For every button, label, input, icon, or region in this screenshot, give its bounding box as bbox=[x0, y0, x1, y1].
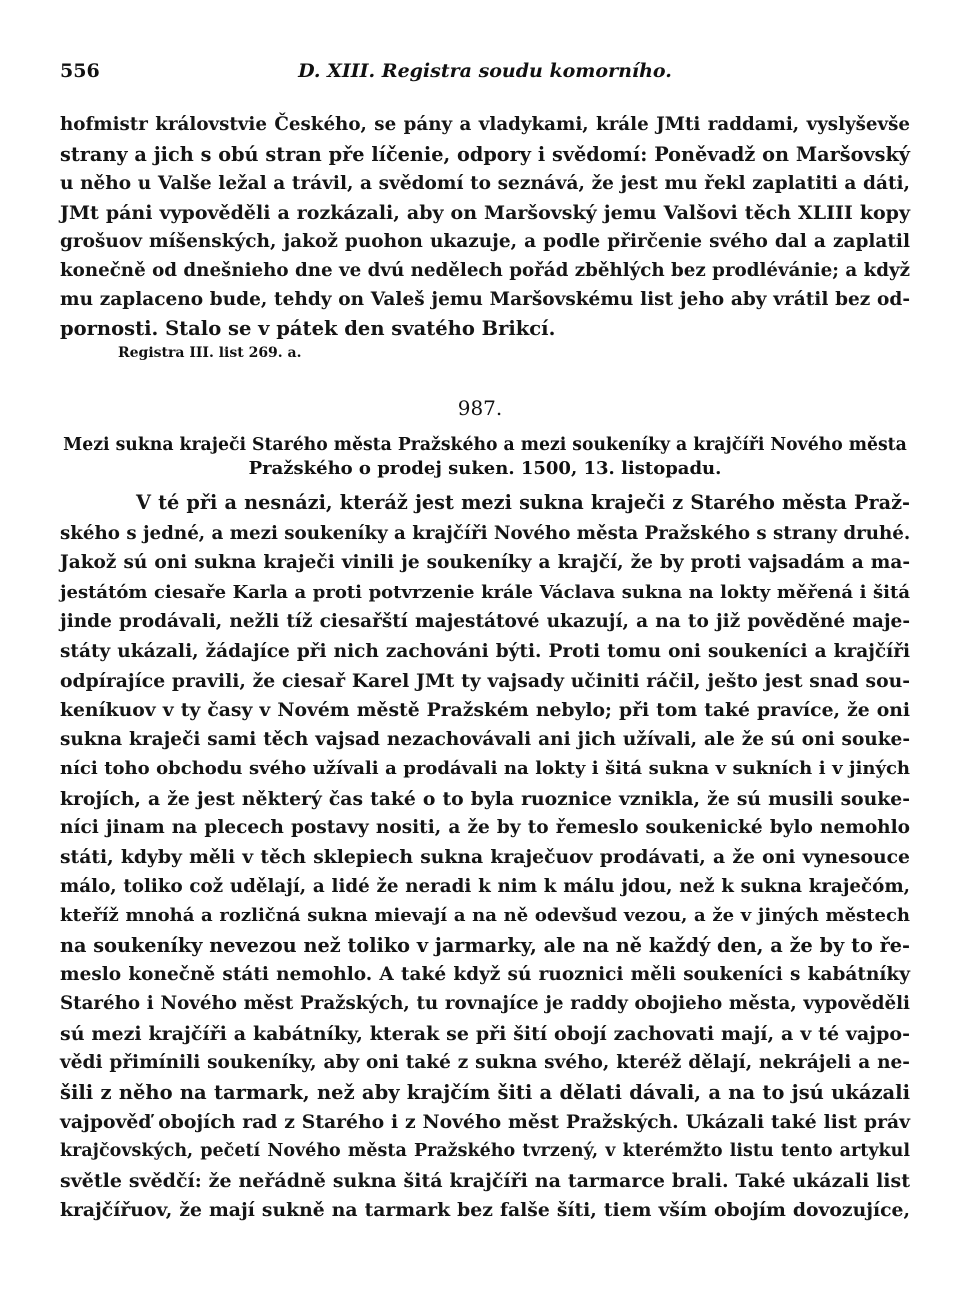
text-line: sú mezi krajčíři a kabátníky, kterak se při šití obojí zachovati mají, a v té vajpo- bbox=[60, 1023, 910, 1045]
source-note: Registra III. list 269. a. bbox=[118, 345, 302, 361]
document-number: 987. bbox=[457, 396, 503, 420]
text-line: kteříž mnohá a rozličná sukna mievají a na ně odevšud vezou, a že v jiných městech bbox=[60, 905, 910, 926]
text-line: málo, toliko což udělají, a lidé že neradi k nim k málu jdou, než k sukna kraječóm, bbox=[60, 876, 910, 897]
text-line: na soukeníky nevezou než toliko v jarmarky, ale na ně každý den, a že by to ře- bbox=[60, 934, 910, 957]
text-line: státy ukázali, žádajíce při nich zachováni býti. Proti tomu oni soukeníci a krajčíři bbox=[60, 641, 910, 662]
text-line: JMt páni vypověděli a rozkázali, aby on Maršovský jemu Valšovi těch XLIII kopy bbox=[60, 202, 910, 224]
text-line: níci jinam na plecech postavy nositi, a že by to řemeslo soukenické bylo nemohlo bbox=[60, 817, 910, 838]
heading-line: Mezi sukna kraječi Starého města Pražského a mezi soukeníky a krajčíři Nového města bbox=[63, 435, 907, 455]
text-line: u něho u Valše ležal a trávil, a svědomí to seznává, že jest mu řekl zaplatiti a dáti, bbox=[60, 173, 910, 194]
text-line: světle svědčí: že neřádně sukna šitá krajčíři na tarmarce brali. Také ukázali list bbox=[60, 1170, 910, 1192]
text-line: pornosti. Stalo se v pátek den svatého Brikcí. bbox=[60, 317, 556, 340]
text-line: sukna kraječi sami těch vajsad nezachovávali ani jich užívali, ale že sú oni souke- bbox=[60, 729, 910, 750]
text-line: krojích, a že jest některý čas také o to byla ruoznice vznikla, že sú musili souke- bbox=[60, 788, 910, 810]
text-line: Starého i Nového měst Pražských, tu rovnajíce je raddy obojieho města, vypověděli bbox=[60, 993, 910, 1014]
text-line: vajpověď obojích rad z Starého i z Nového měst Pražských. Ukázali také list práv bbox=[60, 1111, 910, 1133]
text-line: konečně od dnešnieho dne ve dvú nedělech pořád zběhlých bez prodlévánie; a když bbox=[60, 260, 910, 281]
text-line: keníkuov v ty časy v Novém městě Pražském nebylo; při tom také pravíce, že oni bbox=[60, 699, 910, 721]
text-line: grošuov míšenských, jakož puohon ukazuje, a podle přirčenie svého dal a zaplatil bbox=[60, 231, 910, 252]
text-line: krajčovských, pečetí Nového města Pražského tvrzený, v kterémžto listu tento artykul bbox=[60, 1141, 910, 1161]
heading-line: Pražského o prodej suken. 1500, 13. listopadu. bbox=[248, 458, 722, 479]
page-header bbox=[60, 60, 910, 88]
text-line: vědi přimínili soukeníky, aby oni také z sukna svého, kteréž dělají, nekrájeli a ne- bbox=[60, 1052, 910, 1073]
text-line: šili z něho na tarmark, než aby krajčím šiti a dělati dávali, a na to jsú ukázali bbox=[60, 1081, 910, 1104]
text-line: odpírajíce pravili, že ciesař Karel JMt ty vajsady učiniti ráčil, ješto jest snad sou- bbox=[60, 670, 910, 692]
page-number: 556 bbox=[60, 60, 100, 82]
text-line: níci toho obchodu svého užívali a prodávali na lokty i šitá sukna v sukních i v jiných bbox=[60, 758, 910, 779]
text-line: státi, kdyby měli v těch sklepiech sukna kraječuov prodávati, a že oni vynesouce bbox=[60, 846, 910, 868]
text-line: ského s jedné, a mezi soukeníky a krajčíři Nového města Pražského s strany druhé. bbox=[60, 523, 911, 544]
text-line: Jakož sú oni sukna kraječi vinili je soukeníky a krajčí, že by proti vajsadám a ma- bbox=[60, 552, 910, 573]
text-line: hofmistr královstvie Českého, se pány a vladykami, krále JMti raddami, vyslyševše bbox=[60, 114, 910, 135]
text-line: V té při a nesnázi, kteráž jest mezi sukna kraječi z Starého města Praž- bbox=[136, 491, 910, 514]
running-title: D. XIII. Registra soudu komorního. bbox=[298, 60, 672, 82]
text-line: jestátóm ciesaře Karla a proti potvrzenie krále Václava sukna na lokty měřená i šitá bbox=[60, 582, 910, 603]
text-line: mu zaplaceno bude, tehdy on Valeš jemu Maršovskému list jeho aby vrátil bez od- bbox=[60, 289, 910, 310]
text-line: krajčířuov, že mají sukně na tarmark bez falše šíti, tiem vším obojím dovozujíce, bbox=[60, 1199, 910, 1221]
text-line: strany a jich s obú stran pře líčenie, odpory i svědomí: Poněvadž on Maršovský bbox=[60, 143, 910, 166]
text-line: meslo konečně státi nemohlo. A také když sú ruoznici měli soukeníci s kabátníky bbox=[60, 964, 910, 985]
text-line: jinde prodávali, nežli tíž ciesařští majestátové ukazují, a na to již pověděné maje- bbox=[60, 611, 910, 632]
